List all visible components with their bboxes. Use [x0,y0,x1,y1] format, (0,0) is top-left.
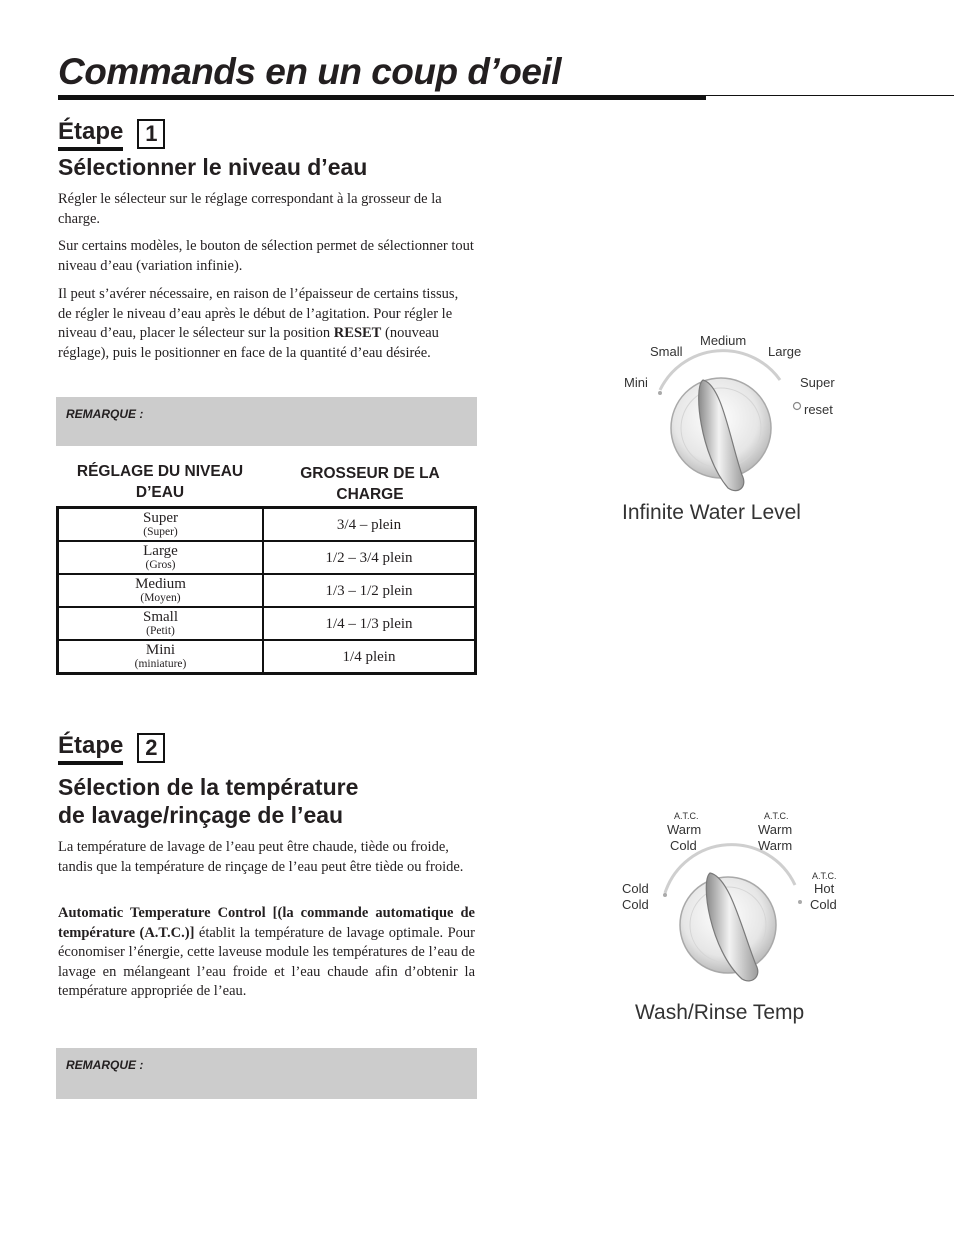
wash-rinse-temp-dial-illustration [610,805,860,1030]
reset-dot-icon [794,403,801,410]
reset-keyword: RESET [333,325,382,341]
dial-label-cold: Cold [670,838,697,853]
load-value: 3/4 – plein [336,516,402,533]
table-cell-setting [58,541,264,574]
dial-caption: Wash/Rinse Temp [635,1001,805,1024]
step-label: Étape [58,117,123,151]
paragraph-text: Il peut s’avérer nécessaire, en raison de l’épaisseur de certains tissus, de régler le niveau d’eau après le début de l’agitation. Pour régler le niveau d’eau, placer le sélecteur sur la position [58,286,459,341]
load-value: 1/4 plein [342,648,396,665]
dial-caption: Infinite Water Level [622,501,801,524]
step-2-heading [58,731,165,765]
table-cell-setting [58,640,264,674]
setting-name: Large [143,543,178,559]
dial-label-warm: Warm [667,822,702,837]
setting-translation: (Super) [143,526,178,538]
dial-label-warm: Warm [758,838,793,853]
table-header-setting: RÉGLAGE DU NIVEAU D’EAU [76,463,244,501]
table-cell-load [263,541,476,574]
setting-name: Mini [145,642,176,658]
paragraph [58,285,475,363]
paragraph: Régler le sélecteur sur le réglage correspondant à la grosseur de la charge. [58,191,442,227]
table-cell-load [263,607,476,640]
setting-translation: (Gros) [145,559,176,571]
paragraph-text: établit la température de lavage optimale. Pour économiser l’énergie, cette laveuse module les températures de l’eau de lavage en mélangeant l’eau froide et l’eau chaude afin d’obtenir la température appropriée de l’eau. [58,924,475,999]
dial-label-super: Super [800,375,835,390]
dial-label-hot: Hot [814,881,835,896]
section-title-temperature [58,773,358,829]
section-title-water-level: Sélectionner le niveau d’eau [58,154,368,180]
atc-label: A.T.C. [812,871,837,881]
paragraph-text: (nouveau réglage), puis le positionner en face de la quantité d’eau désirée. [58,325,439,361]
step-number-box: 1 [137,119,165,149]
setting-translation: (Moyen) [140,592,181,604]
setting-translation: (miniature) [134,658,187,670]
paragraph: La température de lavage de l’eau peut être chaude, tiède ou froide, tandis que la température de rinçage de l’eau peut être tiède ou froide. [58,839,464,875]
table-cell-setting [58,508,264,542]
table-cell-setting [58,574,264,607]
page-title: Commands en un coup d’oeil [58,51,561,92]
setting-name: Super [143,510,178,526]
dial-label-medium: Medium [700,333,747,348]
load-value: 1/2 – 3/4 plein [325,549,413,566]
title-rule [58,95,706,100]
title-line: Sélection de la température [58,774,359,800]
table-row [58,607,476,640]
table-cell-setting [58,607,264,640]
table-row [58,541,476,574]
setting-name: Small [142,609,178,625]
table-row [58,574,476,607]
tick-dot [798,900,802,904]
tick-dot [658,391,662,395]
step-label: Étape [58,731,123,765]
table-row [58,640,476,674]
note-label: REMARQUE : [66,407,144,421]
dial-label-small: Small [650,344,683,359]
paragraph: Sur certains modèles, le bouton de sélection permet de sélectionner tout niveau d’eau (variation infinie). [58,238,474,274]
table-cell-load [263,640,476,674]
atc-label: A.T.C. [764,811,789,821]
load-value: 1/3 – 1/2 plein [325,582,413,599]
tick-dot [663,893,667,897]
note-label: REMARQUE : [66,1058,144,1072]
dial-label-cold: Cold [622,897,649,912]
setting-translation: (Petit) [146,625,175,637]
step-number-box: 2 [137,733,165,763]
note-box [56,1048,477,1099]
dial-label-warm: Warm [758,822,793,837]
setting-name: Medium [135,576,186,592]
table-cell-load [263,508,476,542]
water-level-table [56,506,477,675]
title-line: de lavage/rinçage de l’eau [58,802,344,828]
dial-label-large: Large [768,344,802,359]
dial-label-cold: Cold [810,897,837,912]
dial-label-mini: Mini [624,375,648,390]
atc-bold-text: Automatic Temperature Control [(la commande automatique de température (A.T.C.)] [58,905,475,941]
table-row [58,508,476,542]
load-value: 1/4 – 1/3 plein [325,615,413,632]
step-1-heading [58,117,165,151]
paragraph [58,904,475,1002]
dial-label-cold: Cold [622,881,649,896]
title-rule-extension [706,95,954,96]
note-box [56,397,477,446]
table-header-load: GROSSEUR DE LA CHARGE [300,465,440,503]
atc-label: A.T.C. [674,811,699,821]
dial-label-reset: reset [804,402,833,417]
table-cell-load [263,574,476,607]
water-level-dial-illustration [600,325,860,530]
